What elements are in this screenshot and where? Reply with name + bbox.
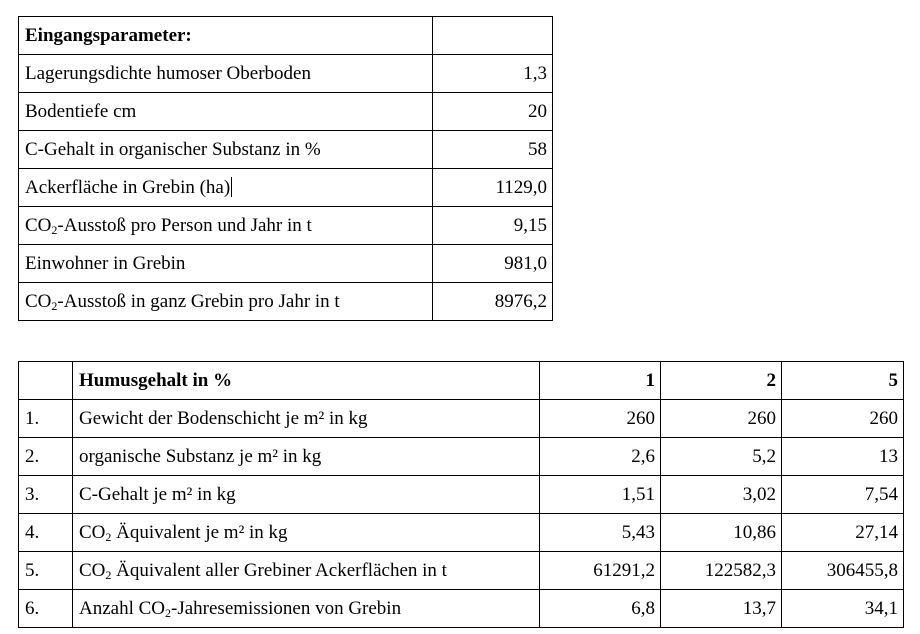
table-header-row <box>19 17 553 55</box>
params-header-cell[interactable]: Eingangsparameter: <box>19 17 433 55</box>
table-row <box>19 438 904 476</box>
row-index-cell[interactable]: 2. <box>19 438 73 476</box>
table-header-row <box>19 362 904 400</box>
table-row <box>19 283 553 321</box>
header-label-cell[interactable]: Humusgehalt in % <box>73 362 540 400</box>
param-value-cell[interactable]: 1,3 <box>433 55 553 93</box>
param-label-cell-active[interactable] <box>19 169 433 207</box>
value-cell[interactable]: 34,1 <box>782 590 904 628</box>
param-label-cell[interactable]: Bodentiefe cm <box>19 93 433 131</box>
header-column-cell[interactable]: 1 <box>540 362 661 400</box>
param-value-cell[interactable]: 1129,0 <box>433 169 553 207</box>
param-label-cell[interactable] <box>19 283 433 321</box>
label-prefix: CO <box>79 521 106 543</box>
row-label-cell[interactable]: organische Substanz je m² in kg <box>73 438 540 476</box>
param-value-cell[interactable]: 981,0 <box>433 245 553 283</box>
row-label-cell[interactable] <box>73 514 540 552</box>
row-index-cell[interactable]: 5. <box>19 552 73 590</box>
label-prefix: CO <box>25 290 52 312</box>
table-row <box>19 93 553 131</box>
value-cell[interactable]: 5,2 <box>661 438 782 476</box>
label-subscript: 2 <box>165 605 172 620</box>
row-index-cell[interactable]: 3. <box>19 476 73 514</box>
input-parameters-table <box>18 16 553 321</box>
value-cell[interactable]: 27,14 <box>782 514 904 552</box>
param-value-cell[interactable]: 9,15 <box>433 207 553 245</box>
label-suffix: Äquivalent je m² in kg <box>111 521 288 543</box>
text-cursor <box>231 177 232 197</box>
value-cell[interactable]: 61291,2 <box>540 552 661 590</box>
value-cell[interactable]: 10,86 <box>661 514 782 552</box>
param-value-cell[interactable]: 8976,2 <box>433 283 553 321</box>
value-cell[interactable]: 1,51 <box>540 476 661 514</box>
table-row <box>19 590 904 628</box>
value-cell[interactable]: 13 <box>782 438 904 476</box>
params-header-value-cell[interactable] <box>433 17 553 55</box>
label-subscript: 2 <box>51 298 58 313</box>
value-cell[interactable]: 260 <box>661 400 782 438</box>
label-subscript: 2 <box>105 567 112 582</box>
header-column-cell[interactable]: 5 <box>782 362 904 400</box>
value-cell[interactable]: 5,43 <box>540 514 661 552</box>
value-cell[interactable]: 306455,8 <box>782 552 904 590</box>
table-row <box>19 514 904 552</box>
table-row <box>19 476 904 514</box>
row-index-cell[interactable]: 4. <box>19 514 73 552</box>
row-label-cell[interactable] <box>73 552 540 590</box>
table-row <box>19 552 904 590</box>
value-cell[interactable]: 7,54 <box>782 476 904 514</box>
label-suffix: -Jahresemissionen von Grebin <box>171 597 402 619</box>
label-subscript: 2 <box>51 222 58 237</box>
value-cell[interactable]: 260 <box>782 400 904 438</box>
table-row <box>19 245 553 283</box>
header-column-cell[interactable]: 2 <box>661 362 782 400</box>
label-prefix: CO <box>25 214 52 236</box>
param-label-cell[interactable]: Einwohner in Grebin <box>19 245 433 283</box>
param-label-cell[interactable] <box>19 207 433 245</box>
param-value-cell[interactable]: 20 <box>433 93 553 131</box>
value-cell[interactable]: 13,7 <box>661 590 782 628</box>
value-cell[interactable]: 122582,3 <box>661 552 782 590</box>
row-index-cell[interactable]: 1. <box>19 400 73 438</box>
label-suffix: -Ausstoß in ganz Grebin pro Jahr in t <box>57 290 340 312</box>
row-label-cell[interactable] <box>73 590 540 628</box>
param-label-cell[interactable]: C-Gehalt in organischer Substanz in % <box>19 131 433 169</box>
value-cell[interactable]: 3,02 <box>661 476 782 514</box>
label-subscript: 2 <box>105 529 112 544</box>
table-row <box>19 400 904 438</box>
param-label-text: Ackerfläche in Grebin (ha) <box>25 177 231 198</box>
value-cell[interactable]: 2,6 <box>540 438 661 476</box>
header-index-cell[interactable] <box>19 362 73 400</box>
value-cell[interactable]: 6,8 <box>540 590 661 628</box>
label-prefix: Anzahl CO <box>79 597 166 619</box>
label-suffix: Äquivalent aller Grebiner Ackerflächen in t <box>111 559 447 581</box>
row-index-cell[interactable]: 6. <box>19 590 73 628</box>
table-row <box>19 207 553 245</box>
param-value-cell[interactable]: 58 <box>433 131 553 169</box>
value-cell[interactable]: 260 <box>540 400 661 438</box>
row-label-cell[interactable]: Gewicht der Bodenschicht je m² in kg <box>73 400 540 438</box>
label-prefix: CO <box>79 559 106 581</box>
label-suffix: -Ausstoß pro Person und Jahr in t <box>57 214 312 236</box>
table-row <box>19 169 553 207</box>
row-label-cell[interactable]: C-Gehalt je m² in kg <box>73 476 540 514</box>
humus-content-table <box>18 361 904 628</box>
table-row <box>19 55 553 93</box>
table-row <box>19 131 553 169</box>
param-label-cell[interactable]: Lagerungsdichte humoser Oberboden <box>19 55 433 93</box>
